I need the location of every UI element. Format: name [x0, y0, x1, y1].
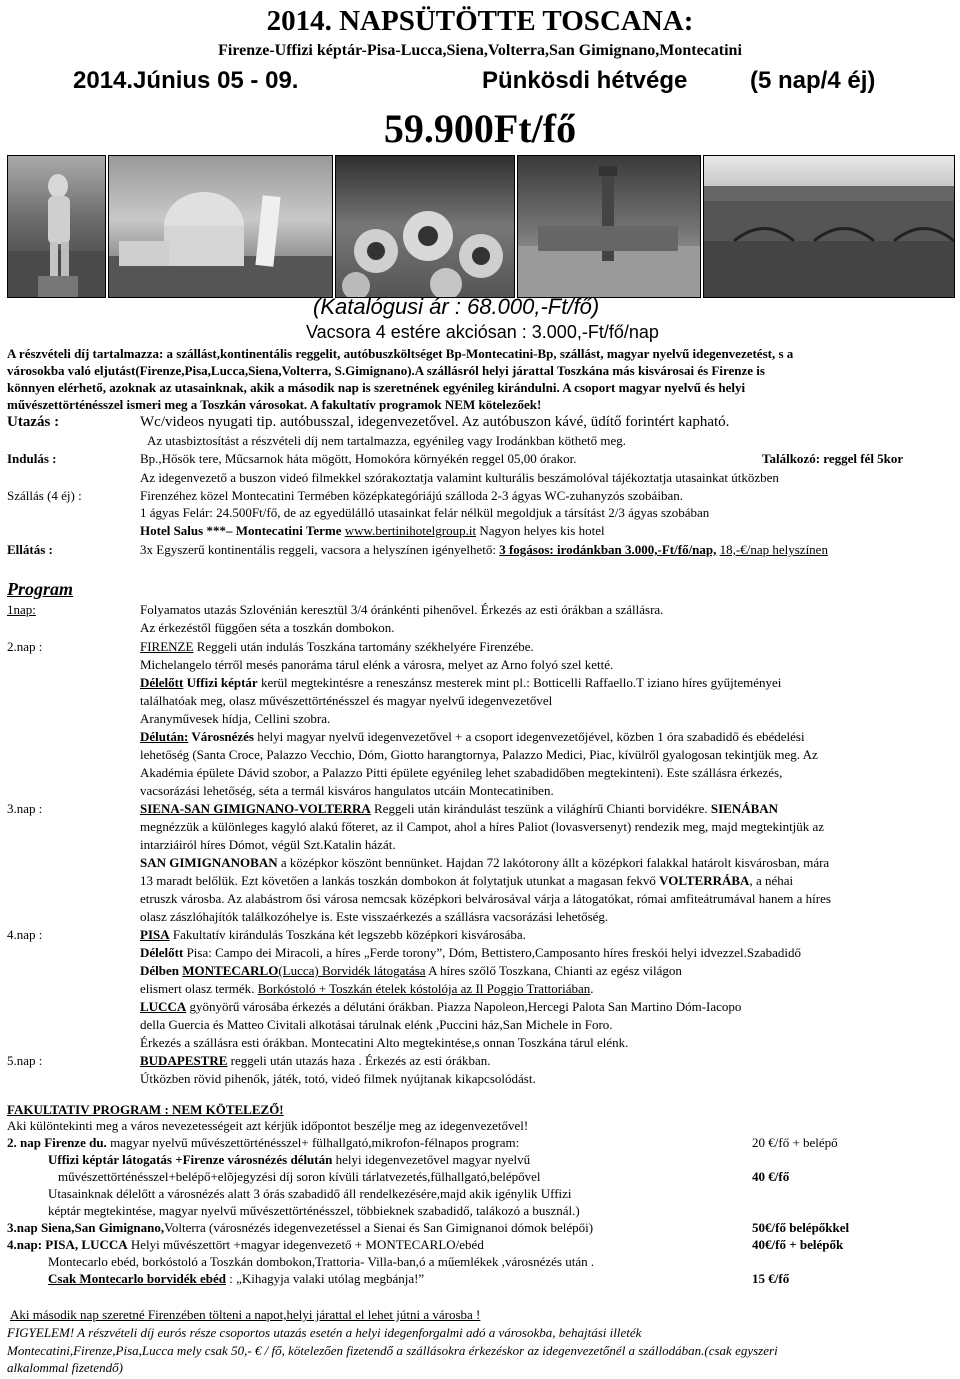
- footer-warning-2: Montecatini,Firenze,Pisa,Lucca mely csak 50,- € / fő, kötelezően fizetendő a szállásokra érkezéskor az idegenvezetőnél a szállodában.(csak egyszeri: [7, 1343, 778, 1358]
- intro-line-3: könnyen elérhető, azoknak az utasainknak, akik a második nap is szeretnének egyénileg kirándulni. A csoport magyar nyelvű és helyi: [7, 380, 746, 395]
- route-subtitle: Firenze-Uffizi képtár-Pisa-Lucca,Siena,Volterra,San Gimignano,Montecatini: [218, 42, 742, 59]
- day5-line-2: Útközben rövid pihenők, játék, totó, videó filmek nyújtanak kikapcsolódást.: [140, 1071, 536, 1086]
- stay-hotel-line: Hotel Salus ***– Montecatini Terme www.bertinihotelgroup.it Nagyon helyes kis hotel: [140, 523, 605, 538]
- day2-line-5: Aranyművesek hídja, Cellini szobra.: [140, 711, 331, 726]
- optional-heading: FAKULTATIV PROGRAM : NEM KÖTELEZŐ!: [7, 1102, 284, 1117]
- day4-label: 4.nap :: [7, 927, 43, 942]
- day5-city: BUDAPESTRE: [140, 1053, 228, 1068]
- day2-line-7: lehetőség (Santa Croce, Palazzo Vecchio, Dóm, Giotto harangtornya, Palazzo Medici, Piac, kívülről gyalogosan tekintjük meg. Az: [140, 747, 818, 762]
- footer-note: Aki második nap szeretné Firenzében tölteni a napot,helyi járattal el lehet jútni a városba !: [10, 1307, 481, 1322]
- pisa-tower-icon: [109, 156, 332, 297]
- optional-row-5: Csak Montecarlo borvidék ebéd : „Kihagyja valaki utólag megbánja!”: [48, 1271, 425, 1286]
- depart-meet: Találkozó: reggel fél 5kor: [762, 451, 904, 466]
- day2-line-9: vacsorázási lehetőség, séta a termál kisváros hangulatos utcáin Montecatiniben.: [140, 783, 554, 798]
- day3-label: 3.nap :: [7, 801, 43, 816]
- optional-row-2d: képtár megtekintése, magyar nyelvű művészettörténésszel, többieknek szabadidő, talákozó a busznál.): [48, 1203, 580, 1218]
- day4-line-1: PISA Fakultatív kirándulás Toszkána két legszebb középkori kisvárosába.: [140, 927, 526, 942]
- travel-note: Az utasbiztosítást a részvételi díj nem tartalmazza, egyénileg vagy Irodánkban köthető meg.: [147, 433, 627, 448]
- stay-label: Szállás (4 éj) :: [7, 488, 82, 503]
- day2-line-4: találhatóak meg, olasz művészettörténésszel és magyar nyelvű idegenvezetővel: [140, 693, 553, 708]
- day3-line-2: megnézzük a különleges kagyló alakú főteret, az il Campot, ahol a híres Paliot (lovasversenyt) rendezik meg, majd megtekintjük az: [140, 819, 825, 834]
- trip-occasion: Pünkösdi hétvége: [482, 67, 688, 94]
- day2-line-2: Michelangelo térről mesés panoráma tárul elénk a városra, melyet az Arno folyó szel ketté.: [140, 657, 614, 672]
- day4-line-5: LUCCA gyönyörű városába érkezés a délutáni órákban. Piazza Napoleon,Hercegi Palota San Martino Dóm-Iacopo: [140, 999, 742, 1014]
- trip-duration: (5 nap/4 éj): [750, 67, 876, 94]
- trip-dates: 2014.Június 05 - 09.: [73, 67, 299, 94]
- meal-label: Ellátás :: [7, 542, 53, 557]
- day4-line-3: Délben MONTECARLO(Lucca) Borvidék látogatása A híres szőlő Toszkana, Chianti az egész világon: [140, 963, 682, 978]
- day1-line-2: Az érkezéstől függően séta a toszkán dombokon.: [140, 620, 395, 635]
- sunflowers-photo: [335, 155, 515, 298]
- optional-intro: Aki különtekinti meg a város nevezetességeit azt kérjük időpontot beszélje meg az idegenvezetővel!: [7, 1118, 529, 1133]
- day2-city: FIRENZE: [140, 639, 194, 654]
- day3-line-5: 13 maradt belőlük. Ezt követően a lankás toszkán dombokon át folytatjuk utunkat a magasan fekvő VOLTERRÁBA, a néhai: [140, 873, 794, 888]
- day4-line-2: Délelőtt Pisa: Campo dei Miracoli, a híres „Ferde torony”, Dóm, Bettistero,Camposanto híres freskói helyi idvezzel.Szabadidő: [140, 945, 802, 960]
- day1-label: 1nap:: [7, 602, 36, 617]
- day4-line-6: della Guercia és Matteo Civitali alkotásai tárulnak elénk ,Puccini ház,San Michele in Foro.: [140, 1017, 613, 1032]
- day4-line-4: elismert olasz termék. Borkóstoló + Toszkán ételek kóstolója az Il Poggio Trattoriában.: [140, 981, 594, 996]
- siena-tower-icon: [518, 156, 700, 297]
- trip-price: 59.900Ft/fő: [383, 106, 577, 151]
- meal-line: 3x Egyszerű kontinentális reggeli, vacsora a helyszínen igényelhető: 3 fogásos: irodánkban 3.000,-Ft/fő/nap, 18,-€/nap helyszínen: [140, 542, 828, 557]
- page-title: 2014. NAPSÜTÖTTE TOSCANA:: [266, 5, 694, 37]
- intro-line-1: A részvételi díj tartalmazza: a szállást,kontinentális reggelit, autóbuszköltséget Bp-Montecatini-Bp, szállást, magyar nyelvű idegenvezetést, s a: [7, 346, 794, 361]
- travel-text: Wc/videos nyugati tip. autóbusszal, idegenvezetővel. Az autóbuszon kávé, üdítő forintért kapható.: [140, 414, 730, 430]
- day2-label: 2.nap :: [7, 639, 43, 654]
- footer-warning-3: alkalommal fizetendő): [7, 1360, 123, 1375]
- optional-row-2c: Utasainknak délelőtt a városnézés alatt 3 órás szabadidő áll rendelkezésére,majd akik igénylik Uffizi: [48, 1186, 572, 1201]
- david-statue-icon: [8, 156, 105, 297]
- day2-line-6: Délután: Városnézés helyi magyar nyelvű idegenvezetővel + a csoport idegenvezetőjével, közben 1 óra szabadidő és ebédelési: [140, 729, 805, 744]
- optional-price-2: 40 €/fő: [752, 1169, 790, 1184]
- dinner-offer: Vacsora 4 estére akciósan : 3.000,-Ft/fő/nap: [306, 322, 659, 342]
- hotel-name: Hotel Salus ***– Montecatini Terme: [140, 523, 342, 538]
- program-heading: Program: [7, 579, 74, 599]
- david-statue-photo: [7, 155, 106, 298]
- day5-line-1: BUDAPESTRE reggeli után utazás haza . Érkezés az esti órákban.: [140, 1053, 491, 1068]
- day3-line-4: SAN GIMIGNANOBAN a középkor köszönt bennünket. Hajdan 72 lakótorony állt a középkori falakkal határolt kisvárosban, mára: [140, 855, 830, 870]
- intro-line-2: városokba való eljutást(Firenze,Pisa,Lucca,Siena,Volterra, S.Gimignano).A szállásról helyi járattal Toszkána más kisvárosai és Firenze is: [7, 363, 765, 378]
- optional-row-2: Uffizi képtár látogatás +Firenze városnézés délután helyi idegenvezetővel magyar nyelvű: [48, 1152, 531, 1167]
- sunflower-icon: [336, 156, 514, 297]
- pisa-photo: [108, 155, 333, 298]
- ponte-vecchio-photo: [703, 155, 955, 298]
- travel-label: Utazás :: [7, 414, 60, 430]
- day3-cities: SIENA-SAN GIMIGNANO-VOLTERRA: [140, 801, 371, 816]
- day2-line-1: FIRENZE Reggeli után indulás Toszkána tartomány székhelyére Firenzébe.: [140, 639, 534, 654]
- optional-price-1: 20 €/fő + belépő: [752, 1135, 838, 1150]
- footer-warning-1: FIGYELEM! A részvételi díj eurós része csoportos utazás esetén a helyi idegenforgalmi adó a városokba, behajtási illeték: [7, 1325, 642, 1340]
- meal-price-onsite: 18,-€/nap helyszínen: [719, 542, 828, 557]
- depart-text: Bp.,Hősök tere, Műcsarnok háta mögött, Homokóra környékén reggel 05,00 órakor.: [140, 451, 577, 466]
- day3-line-1: SIENA-SAN GIMIGNANO-VOLTERRA Reggeli után kirándulást teszünk a világhírű Chianti borvidékre. SIENÁBAN: [140, 801, 779, 816]
- day2-line-8: Akadémia épülete Dávid szobor, a Palazzo Pitti épülete egyénileg lehet szabadidőben megtekinteni). Este szállásra érkezés,: [140, 765, 783, 780]
- bridge-icon: [704, 156, 954, 297]
- stay-text-1: Firenzéhez közel Montecatini Termében középkategóriájú szálloda 2-3 ágyas WC-zuhanyzós szobáiban.: [140, 488, 683, 503]
- intro-line-4: művészettörténésszel ismeri meg a Toszkán városokat. A fakultatív programok NEM kötelezőek!: [7, 397, 542, 412]
- day1-line-1: Folyamatos utazás Szlovénián keresztül 3/4 óránkénti pihenővel. Érkezés az esti órákban a szállásra.: [140, 602, 664, 617]
- optional-price-4: 40€/fő + belépők: [752, 1237, 844, 1252]
- day4-line-7: Érkezés a szállásra esti órákban. Montecatini Alto megtekintése,s onnan Toszkána tárul elénk.: [140, 1035, 629, 1050]
- hotel-link[interactable]: www.bertinihotelgroup.it: [344, 523, 477, 538]
- catalog-price: (Katalógusi ár : 68.000,-Ft/fő): [313, 294, 600, 319]
- siena-photo: [517, 155, 701, 298]
- day3-line-3: intarziáiról híres Dómot, végül Szt.Katalin házát.: [140, 837, 396, 852]
- day2-line-3: Délelőtt Uffizi képtár kerül megtekintésre a reneszánsz mesterek mint pl.: Botticelli Raffaello.T iziano híres gyűjteményei: [140, 675, 782, 690]
- day5-label: 5.nap :: [7, 1053, 43, 1068]
- meal-price-office: 3 fogásos: irodánkban 3.000,-Ft/fő/nap,: [499, 542, 717, 557]
- day3-line-6: etruszk városba. Az alabástrom ősi városa nemcsak középkori belvárosával várja a látogatókat, római amfiteátrumával hanem a híres: [140, 891, 831, 906]
- stay-text-2: 1 ágyas Felár: 24.500Ft/fő, de az egyedülálló utasainkat felár nélkül megoldjuk a társítást 2/3 ágyas szobában: [140, 505, 710, 520]
- optional-row-4: 4.nap: PISA, LUCCA Helyi művészettört +magyar idegenvezető + MONTECARLO/ebéd: [7, 1237, 484, 1252]
- optional-row-4b: Montecarlo ebéd, borkóstoló a Toszkán dombokon,Trattoria- Villa-ban,ó a műemlékek ,városnézés után .: [48, 1254, 595, 1269]
- optional-price-3: 50€/fő belépőkkel: [752, 1220, 850, 1235]
- optional-row-3: 3.nap Siena,San Gimignano,Volterra (városnézés idegenvezetéssel a Sienai és San Gimignanoi dómok belépői): [7, 1220, 594, 1235]
- optional-row-1: 2. nap Firenze du. magyar nyelvű művészettörténésszel+ fülhallgató,mikrofon-félnapos program:: [7, 1135, 520, 1150]
- day4-city: PISA: [140, 927, 170, 942]
- day3-line-7: olasz zászlóhajítók találkozóhelye is. Este visszaérkezés a szállásra vacsorázási lehetőség.: [140, 909, 609, 924]
- depart-label: Indulás :: [7, 451, 57, 466]
- optional-price-5: 15 €/fő: [752, 1271, 790, 1286]
- depart-note: Az idegenvezető a buszon videó filmekkel szórakoztatja valamint kulturális beszámolóval tájékoztatja utasainkat útközben: [140, 470, 779, 485]
- optional-row-2b: művészettörténésszel+belépő+elõjegyzési díj soron kívüli tárlatvezetés,fülhallgató,belépővel: [58, 1169, 541, 1184]
